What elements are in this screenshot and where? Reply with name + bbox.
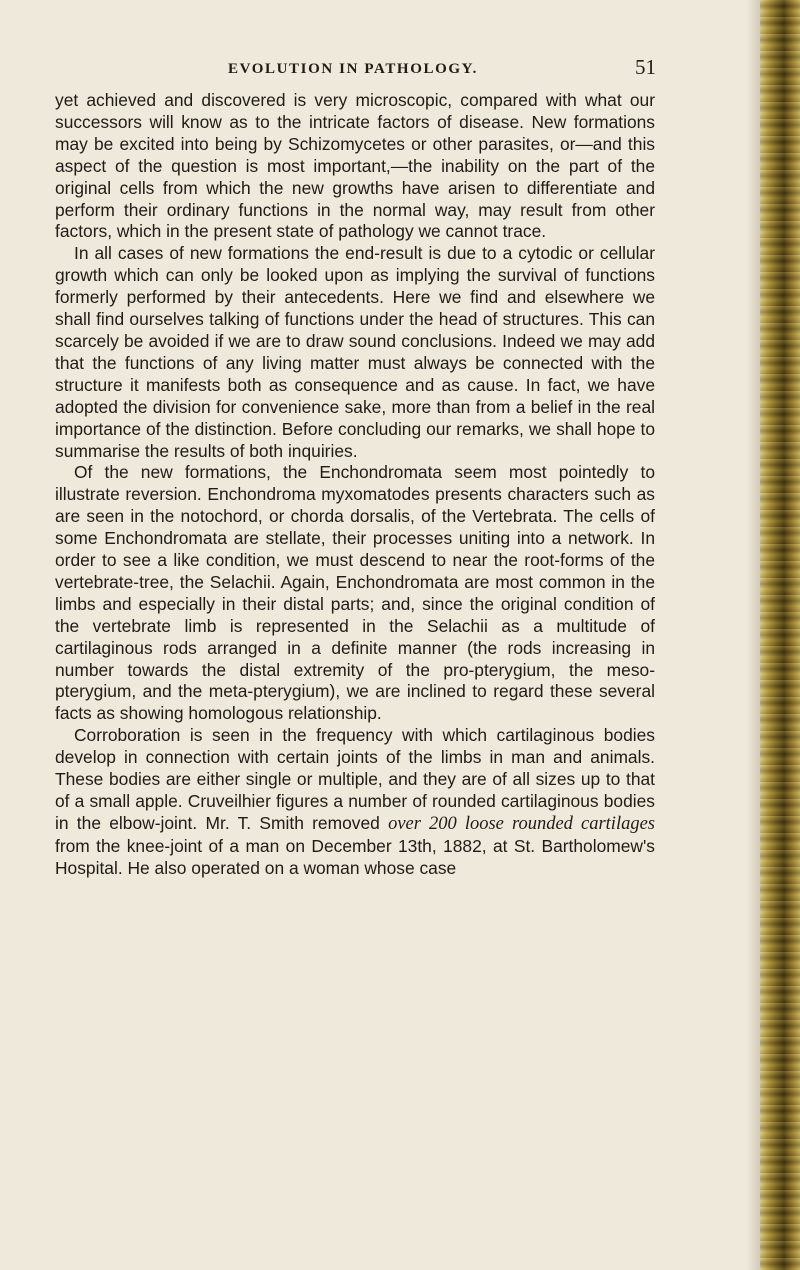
running-head: EVOLUTION IN PATHOLOGY.	[228, 61, 479, 77]
text-run: In all cases of new formations the end-result is due to a cytodic or cellular growth which can only be looked upon as implying the survival of functions formerly performed by their antecedents. Here we find and elsewhere we shall find ourselves talking of functions under the head of structures. This can scarcely be avoided if we are to draw sound conclusions. Indeed we may add that the functions of any living matter must always be connected with the structure it manifests both as consequence and as cause. In fact, we have adopted the division for convenience sake, more than from a belief in the real importance of the distinction. Before concluding our remarks, we shall hope to summarise the results of both inquiries.	[55, 243, 655, 461]
text-run: Of the new formations, the Enchondromata seem most pointedly to illustrate reversion. Enchondroma myxomatodes presents characters such as are seen in the notochord, or chorda dorsalis, of the Vertebrata. The cells of some Enchondromata are stellate, their processes uniting into a network. In order to see a like condition, we must descend to near the root-forms of the vertebrate-tree, the Selachii. Again, Enchondromata are most common in the limbs and especially in their distal parts; and, since the original condition of the vertebrate limb is represented in the Selachii as a multitude of cartilaginous rods arranged in a definite manner (the rods increasing in number towards the distal extremity of the pro-pterygium, the meso-pterygium, and the meta-pterygium), we are inclined to regard these several facts as showing homologous relationship.	[55, 462, 655, 724]
italic-phrase: over 200 loose rounded cartilages	[388, 813, 655, 834]
paragraph	[55, 725, 655, 879]
text-run: from the knee-joint of a man on December 13th, 1882, at St. Bartholomew's Hospital. He also operated on a woman whose case	[55, 835, 655, 878]
page-number: 51	[635, 55, 656, 79]
body-text	[55, 90, 655, 880]
binding-texture	[760, 0, 800, 1270]
paragraph	[55, 243, 655, 462]
paragraph	[55, 462, 655, 725]
page-header	[228, 55, 656, 85]
gutter-shadow	[746, 0, 760, 1270]
text-run: yet achieved and discovered is very microscopic, compared with what our successors will know as to the intricate factors of disease. New formations may be excited into being by Schizomycetes or other parasites, or—and this aspect of the question is most important,—the inability on the part of the original cells from which the new growths have arisen to differentiate and perform their ordinary functions in the normal way, may result from other factors, which in the present state of pathology we cannot trace.	[55, 90, 655, 242]
paragraph	[55, 90, 655, 243]
text-run: Corroboration is seen in the frequency with which cartilaginous bodies develop in connection with certain joints of the limbs in man and animals. These bodies are either single or multiple, and they are of all sizes up to that of a small apple. Cruveilhier figures a number of rounded cartilaginous bodies in the elbow-joint. Mr. T. Smith removed	[55, 725, 655, 833]
